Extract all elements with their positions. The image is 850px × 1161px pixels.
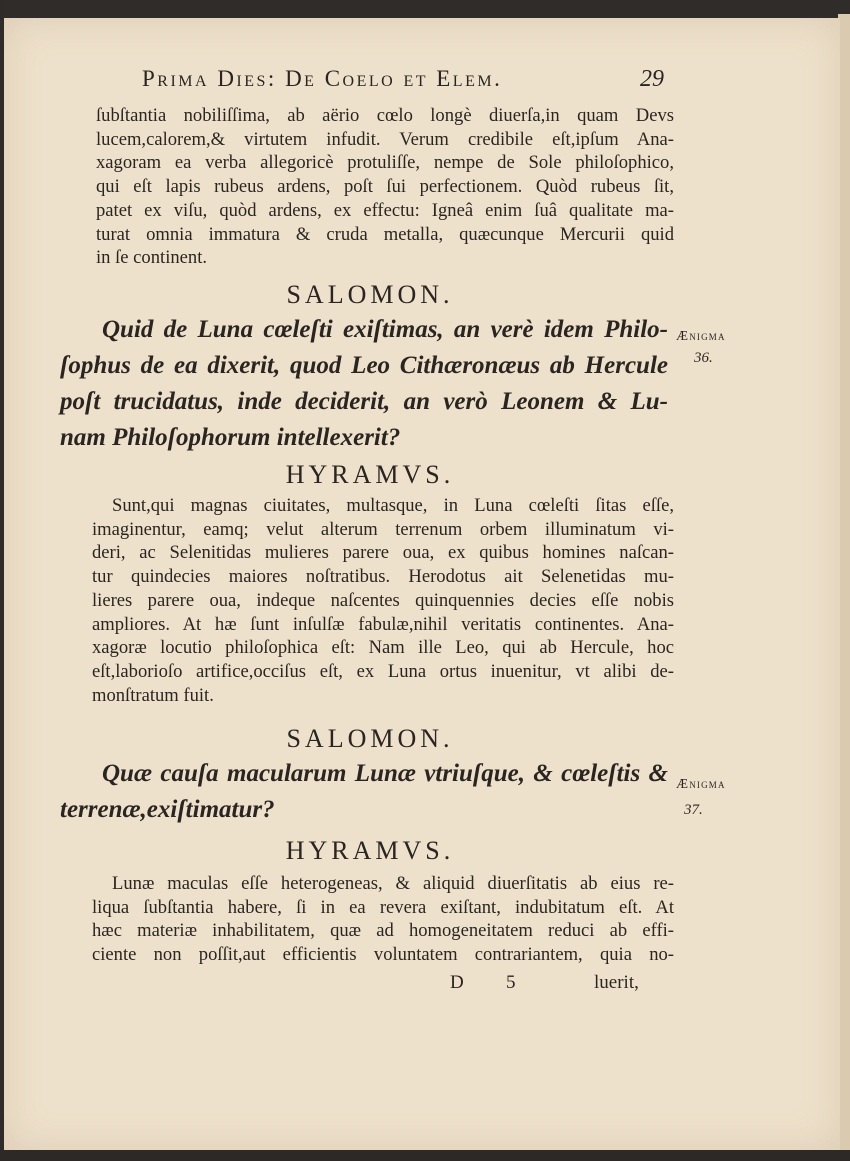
scan-bottom-border <box>0 1150 850 1161</box>
question-line: terrenæ,exiſtimatur? <box>60 796 275 823</box>
text-line: turat omnia immatura & cruda metalla, quæcunque Mercurii quid <box>96 223 674 245</box>
margin-note-aenigma: Ænigma <box>676 328 726 343</box>
salomon-question <box>60 756 668 828</box>
text-line: ſubſtantia nobiliſſima, ab aërio cœlo longè diuerſa,in quam Devs <box>96 105 674 126</box>
salomon-question <box>60 312 668 456</box>
text-line: qui eſt lapis rubeus ardens, poſt ſui perfectionem. Quòd rubeus ſit, <box>96 176 674 198</box>
speaker-heading-salomon: SALOMON. <box>286 280 454 309</box>
question-line: nam Philoſophorum intellexerit? <box>60 424 401 451</box>
scan-top-border <box>0 0 850 18</box>
question-line: ſophus de ea dixerit, quod Leo Cithæronæus ab Hercule <box>60 352 668 379</box>
margin-note-aenigma: Ænigma <box>676 776 726 791</box>
text-line: hæc materiæ inhabilitatem, quæ ad homogeneitatem reduci ab effi- <box>92 920 674 942</box>
speaker-heading-salomon: SALOMON. <box>286 724 454 753</box>
text-line: Sunt,qui magnas ciuitates, multasque, in Luna cœleſti ſitas eſſe, <box>112 495 674 516</box>
question-line: Quid de Luna cœleſti exiſtimas, an verè idem Philo- <box>102 316 668 343</box>
text-line: patet ex viſu, quòd ardens, ex effectu: Igneâ enim ſuâ qualitate ma- <box>96 199 674 221</box>
text-line: xagoram ea verba allegoricè protuliſſe, nempe de Sole philoſophico, <box>96 152 674 174</box>
text-line: lieres parere oua, indeque naſcentes quinquennies decies eſſe nobis <box>92 589 674 611</box>
speaker-heading-hyramus: HYRAMVS. <box>285 460 455 489</box>
margin-note-number: 37. <box>684 802 703 818</box>
text-line: eſt,laborioſo artifice,occiſus eſt, ex Luna ortus inuenitur, vt alibi de- <box>92 660 674 682</box>
text-line: in ſe continent. <box>96 247 208 269</box>
question-line: Quæ cauſa macularum Lunæ vtriuſque, & cœleſtis & <box>102 760 668 787</box>
text-line: imaginentur, eamq; velut alterum terrenum orbem illuminatum vi- <box>92 518 674 540</box>
text-line: ciente non poſſit,aut efficientis voluntatem contrariantem, quia no- <box>92 944 674 966</box>
question-line: poſt trucidatus, inde deciderit, an verò Leonem & Lu- <box>60 388 668 415</box>
hyramus-answer <box>92 494 674 707</box>
signature-number: 5 <box>506 972 516 993</box>
text-line: lucem,calorem,& virtutem infudit. Verum credibile eſt,ipſum Ana- <box>96 128 674 150</box>
catchword: luerit, <box>594 972 639 993</box>
speaker-heading-hyramus: HYRAMVS. <box>285 836 455 865</box>
intro-paragraph <box>96 104 674 270</box>
signature-mark: D <box>450 972 464 993</box>
hyramus-answer <box>92 872 674 967</box>
text-line: Lunæ maculas eſſe heterogeneas, & aliquid diuerſitatis ab eius re- <box>112 873 674 894</box>
margin-note-number: 36. <box>694 350 713 366</box>
text-line: ampliores. At hæ ſunt inſulſæ fabulæ,nihil veritatis continentes. Ana- <box>92 613 674 635</box>
text-line: liqua ſubſtantia habere, ſi in ea revera exiſtant, indubitatum eſt. At <box>92 896 674 918</box>
text-line: monſtratum fuit. <box>92 684 214 706</box>
text-line: deri, ac Selenitidas mulieres parere oua, ex quibus homines naſcan- <box>92 542 674 564</box>
text-line: xagoræ locutio philoſophica eſt: Nam ille Leo, qui ab Hercule, hoc <box>92 637 674 659</box>
text-line: tur quindecies maiores noſtratibus. Herodotus ait Selenetidas mu- <box>92 566 674 588</box>
running-header: Prima Dies: De Coelo et Elem. <box>142 66 503 91</box>
folio-number: 29 <box>640 66 664 92</box>
